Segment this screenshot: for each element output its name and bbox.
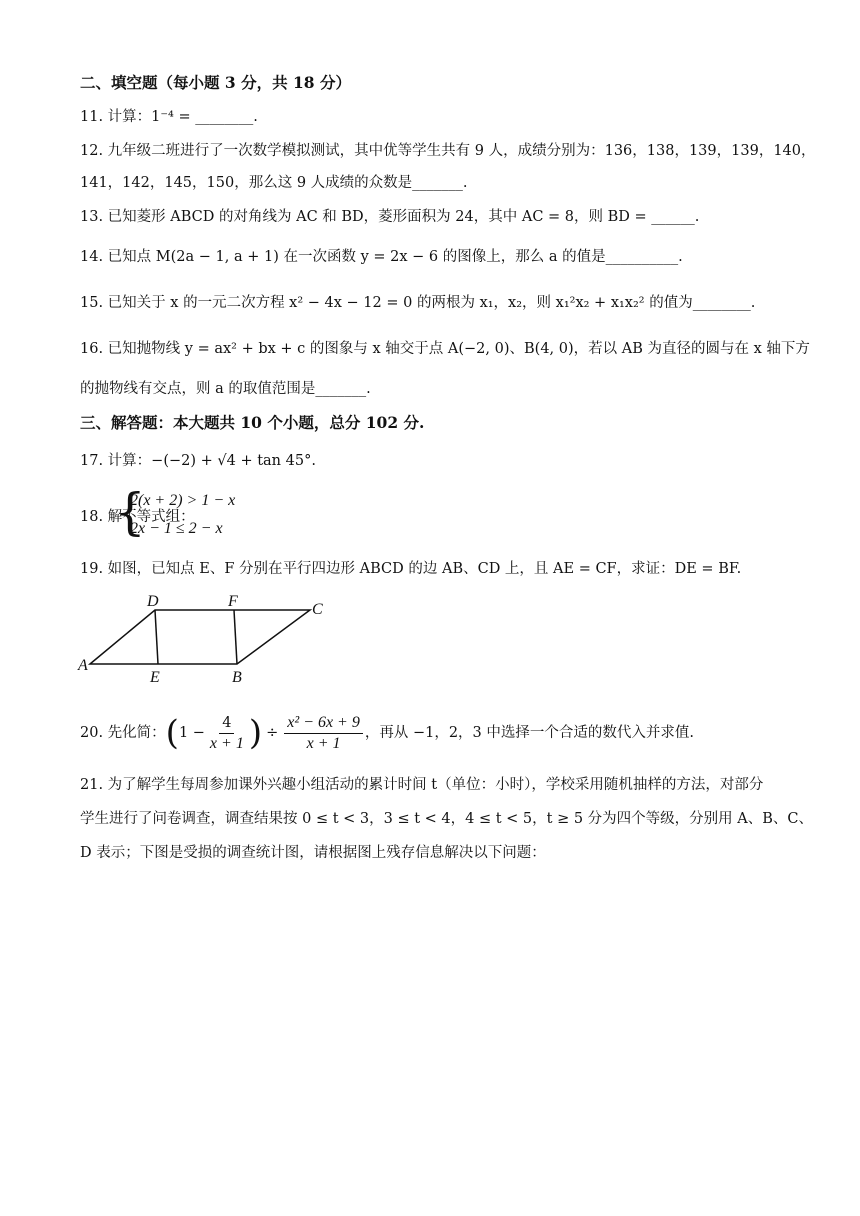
fraction-2-numerator: x² − 6x + 9 [284,713,363,734]
fraction-1 [207,713,247,754]
question-15: 15. 已知关于 x 的一元二次方程 x² − 4x − 12 = 0 的两根为 x₁，x₂，则 x₁²x₂ + x₁x₂² 的值为________. [80,295,756,311]
question-16-line-1: 16. 已知抛物线 y = ax² + bx + c 的图象与 x 轴交于点 A(−2, 0)、B(4, 0)，若以 AB 为直径的圆与在 x 轴下方 [80,341,810,357]
parallelogram-abcd [90,610,310,664]
label-e: E [150,669,160,686]
question-21-line-3: D 表示；下图是受损的调查统计图，请根据图上残存信息解决以下问题： [80,845,546,861]
label-a: A [78,657,88,674]
label-c: C [312,601,323,618]
section-3-title: 三、解答题：本大题共 10 个小题，总分 102 分. [80,413,425,432]
inequality-2: 2x − 1 ≤ 2 − x [130,520,223,537]
fraction-2-denominator: x + 1 [306,734,341,752]
question-21-line-2: 学生进行了问卷调查，调查结果按 0 ≤ t < 3，3 ≤ t < 4，4 ≤ t < 5，t ≥ 5 分为四个等级，分别用 A、B、C、 [80,811,814,827]
question-12-line-1: 12. 九年级二班进行了一次数学模拟测试，其中优等学生共有 9 人，成绩分别为：136，138，139，139，140， [80,143,816,159]
question-12-line-2: 141，142，145，150，那么这 9 人成绩的众数是_______. [80,175,468,191]
system-brace: { [114,483,146,541]
segment-de [155,610,158,664]
question-13: 13. 已知菱形 ABCD 的对角线为 AC 和 BD，菱形面积为 24，其中 AC = 8，则 BD = ______. [80,209,700,225]
question-20-tail: ，再从 −1，2，3 中选择一个合适的数代入并求值. [364,725,694,741]
question-21-line-1: 21. 为了解学生每周参加课外兴趣小组活动的累计时间 t（单位：小时），学校采用随机抽样的方法，对部分 [80,777,764,793]
fraction-1-numerator: 4 [219,713,234,734]
inequality-1: 2(x + 2) > 1 − x [130,492,236,509]
label-f: F [228,593,238,610]
question-20-one: 1 − [178,725,205,741]
question-17: 17. 计算：−(−2) + √4 + tan 45°. [80,453,316,469]
parallelogram-figure [70,590,330,690]
fraction-2 [284,713,363,754]
fraction-1-denominator: x + 1 [209,734,244,752]
question-19: 19. 如图，已知点 E、F 分别在平行四边形 ABCD 的边 AB、CD 上，且 AE = CF，求证：DE = BF. [80,561,742,577]
segment-bf [234,610,237,664]
question-14: 14. 已知点 M(2a − 1, a + 1) 在一次函数 y = 2x − 6 的图像上，那么 a 的值是__________. [80,249,683,265]
label-d: D [147,593,159,610]
question-11: 11. 计算：1⁻⁴ = ________. [80,109,258,125]
division-sign: ÷ [266,725,279,741]
label-b: B [232,669,242,686]
question-16-line-2: 的抛物线有交点，则 a 的取值范围是_______. [80,381,371,397]
section-2-title: 二、填空题（每小题 3 分，共 18 分） [80,73,351,92]
question-20-label: 20. 先化简： [80,725,166,741]
question-20: 20. 先化简： ( 1 − $\frac{4}{x + 1}$ ) ÷ $\frac{\text{x² − 6x + 9}}{x + 1}$ ，再从 −1，2，3 中选择一个合适的数代入并求值. [80,713,694,753]
question-18-label: 18. 解不等式组： [80,509,195,525]
